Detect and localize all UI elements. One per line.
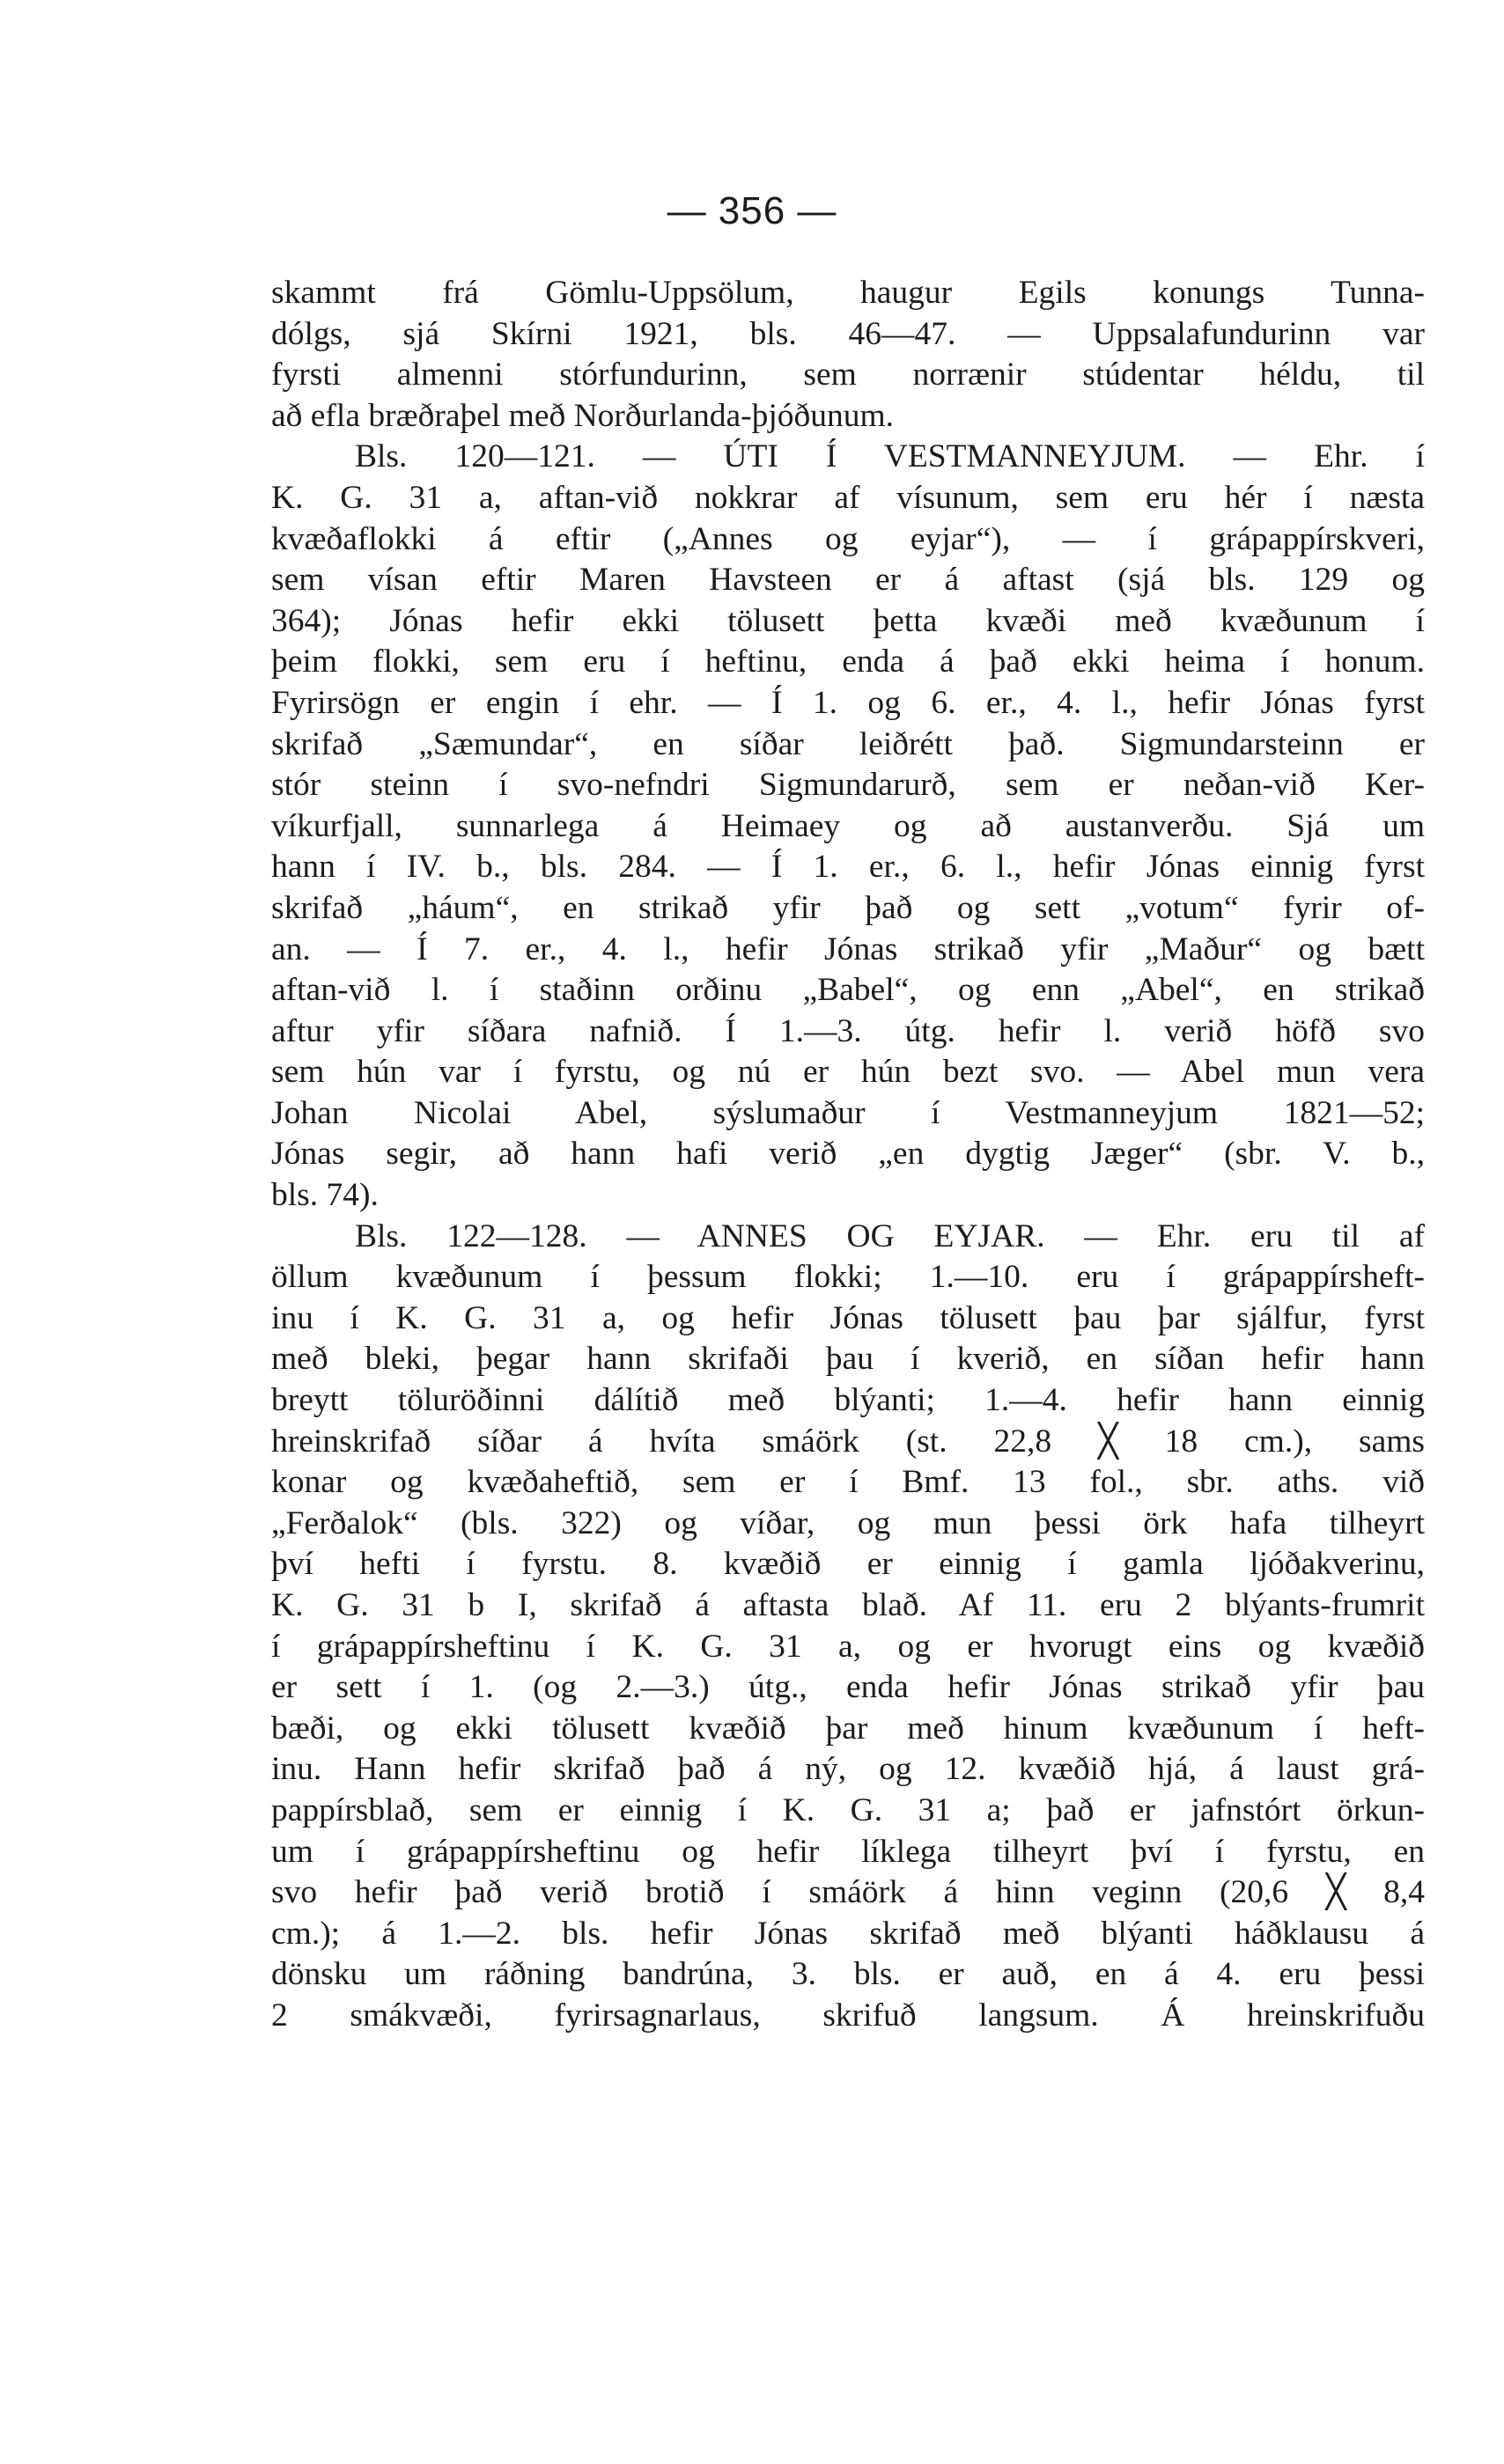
text-line: konar og kvæðaheftið, sem er í Bmf. 13 fol., sbr. aths. við bbox=[271, 1464, 1425, 1501]
text-line: því hefti í fyrstu. 8. kvæðið er einnig í gamla ljóðakverinu, bbox=[271, 1546, 1425, 1583]
text-line: bæði, og ekki tölusett kvæðið þar með hinum kvæðunum í heft- bbox=[271, 1710, 1425, 1747]
text-line: fyrsti almenni stórfundurinn, sem norrænir stúdentar héldu, til bbox=[271, 357, 1425, 394]
text-line: að efla bræðraþel með Norðurlanda-þjóðunum. bbox=[271, 397, 895, 434]
text-line: sem vísan eftir Maren Havsteen er á aftast (sjá bls. 129 og bbox=[271, 562, 1425, 599]
text-line: kvæðaflokki á eftir („Annes og eyjar“), — í grápappírskveri, bbox=[271, 520, 1425, 557]
text-line: K. G. 31 b I, skrifað á aftasta blað. Af 11. eru 2 blýants-frumrit bbox=[271, 1587, 1425, 1623]
text-line: með bleki, þegar hann skrifaði þau í kverið, en síðan hefir hann bbox=[271, 1341, 1425, 1378]
text-line: skammt frá Gömlu-Uppsölum, haugur Egils konungs Tunna- bbox=[271, 275, 1425, 311]
text-line: Jónas segir, að hann hafi verið „en dygtig Jæger“ (sbr. V. b., bbox=[271, 1136, 1425, 1173]
text-line: Fyrirsögn er engin í ehr. — Í 1. og 6. er., 4. l., hefir Jónas fyrst bbox=[271, 684, 1425, 721]
text-line: hann í IV. b., bls. 284. — Í 1. er., 6. l., hefir Jónas einnig fyrst bbox=[271, 849, 1425, 886]
text-line: dólgs, sjá Skírni 1921, bls. 46—47. — Uppsalafundurinn var bbox=[271, 315, 1425, 352]
body-text bbox=[271, 273, 1425, 2037]
section-heading-line: Bls. 122—128. — ANNES OG EYJAR. — Ehr. eru til af bbox=[355, 1217, 1425, 1254]
text-line: hreinskrifað síðar á hvíta smáörk (st. 22,8 ╳ 18 cm.), sams bbox=[271, 1423, 1425, 1460]
text-line: breytt töluröðinni dálítið með blýanti; 1.—4. hefir hann einnig bbox=[271, 1382, 1425, 1419]
text-line: sem hún var í fyrstu, og nú er hún bezt svo. — Abel mun vera bbox=[271, 1054, 1425, 1091]
text-line: svo hefir það verið brotið í smáörk á hinn veginn (20,6 ╳ 8,4 bbox=[271, 1874, 1425, 1911]
text-line: pappírsblað, sem er einnig í K. G. 31 a; það er jafnstórt örkun- bbox=[271, 1791, 1425, 1828]
text-line: skrifað „Sæmundar“, en síðar leiðrétt það. Sigmundarsteinn er bbox=[271, 725, 1425, 762]
text-line: um í grápappírsheftinu og hefir líklega tilheyrt því í fyrstu, en bbox=[271, 1833, 1425, 1870]
page-number: — 356 — bbox=[667, 189, 837, 232]
text-line: 364); Jónas hefir ekki tölusett þetta kvæði með kvæðunum í bbox=[271, 602, 1425, 639]
text-line: er sett í 1. (og 2.—3.) útg., enda hefir Jónas strikað yfir þau bbox=[271, 1669, 1425, 1706]
text-line: víkurfjall, sunnarlega á Heimaey og að austanverðu. Sjá um bbox=[271, 807, 1425, 844]
section-heading-line: Bls. 120—121. — ÚTI Í VESTMANNEYJUM. — Ehr. í bbox=[355, 438, 1425, 475]
text-line: dönsku um ráðning bandrúna, 3. bls. er auð, en á 4. eru þessi bbox=[271, 1956, 1425, 1993]
text-line: cm.); á 1.—2. bls. hefir Jónas skrifað með blýanti háðklausu á bbox=[271, 1915, 1425, 1952]
text-line: skrifað „háum“, en strikað yfir það og sett „votum“ fyrir of- bbox=[271, 889, 1425, 926]
text-line: í grápappírsheftinu í K. G. 31 a, og er hvorugt eins og kvæðið bbox=[271, 1628, 1425, 1665]
text-line: inu í K. G. 31 a, og hefir Jónas tölusett þau þar sjálfur, fyrst bbox=[271, 1299, 1425, 1336]
text-line: stór steinn í svo-nefndri Sigmundarurð, sem er neðan-við Ker- bbox=[271, 767, 1425, 804]
text-line: Johan Nicolai Abel, sýslumaður í Vestmanneyjum 1821—52; bbox=[271, 1094, 1425, 1131]
text-line: aftur yfir síðara nafnið. Í 1.—3. útg. hefir l. verið höfð svo bbox=[271, 1012, 1425, 1049]
text-line: þeim flokki, sem eru í heftinu, enda á það ekki heima í honum. bbox=[271, 644, 1425, 680]
text-line: öllum kvæðunum í þessum flokki; 1.—10. eru í grápappírsheft- bbox=[271, 1259, 1425, 1296]
text-line: bls. 74). bbox=[271, 1177, 379, 1214]
text-line: „Ferðalok“ (bls. 322) og víðar, og mun þessi örk hafa tilheyrt bbox=[271, 1504, 1425, 1541]
text-line: an. — Í 7. er., 4. l., hefir Jónas strikað yfir „Maður“ og bætt bbox=[271, 930, 1425, 967]
text-line: aftan-við l. í staðinn orðinu „Babel“, og enn „Abel“, en strikað bbox=[271, 972, 1425, 1009]
text-line: 2 smákvæði, fyrirsagnarlaus, skrifuð langsum. Á hreinskrifuðu bbox=[271, 1997, 1425, 2034]
text-line: inu. Hann hefir skrifað það á ný, og 12. kvæðið hjá, á laust grá- bbox=[271, 1751, 1425, 1788]
text-line: K. G. 31 a, aftan-við nokkrar af vísunum, sem eru hér í næsta bbox=[271, 479, 1425, 516]
